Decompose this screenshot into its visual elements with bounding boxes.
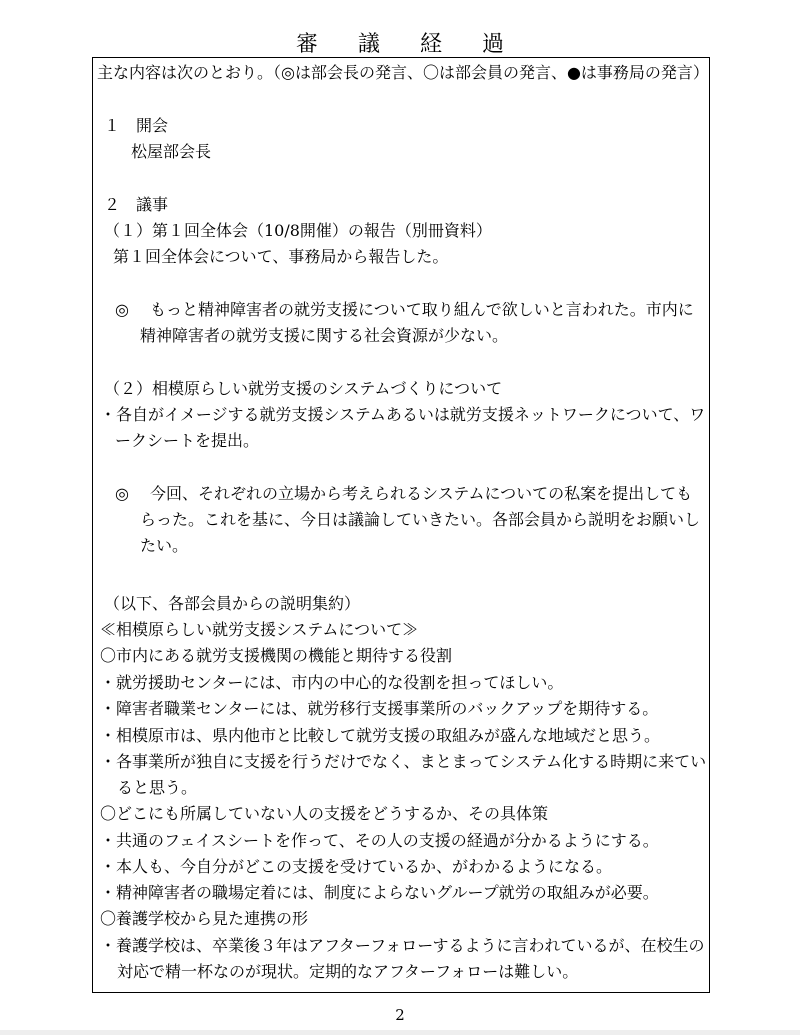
list-item: ・障害者職業センターには、就労移行支援事業所のバックアップを期待する。 <box>100 699 659 718</box>
agenda-item-1-heading: （１）第１回全体会（10/8開催）の報告（別冊資料） <box>104 221 492 240</box>
list-item: ・共通のフェイスシートを作って、その人の支援の経過が分かるようにする。 <box>100 831 659 850</box>
page-bottom-edge <box>0 1030 800 1035</box>
chair-remark-1: ◎ もっと精神障害者の就労支援について取り組んで欲しいと言われた。市内に <box>115 300 694 319</box>
topic-heading-3: 〇養護学校から見た連携の形 <box>100 909 309 928</box>
section-heading-agenda: ２ 議事 <box>104 195 169 214</box>
list-item: ・精神障害者の職場定着には、制度によらないグループ就労の取組みが必要。 <box>100 883 659 902</box>
chair-name: 松屋部会長 <box>131 142 212 161</box>
chair-remark-2-cont-2: たい。 <box>140 536 189 555</box>
list-item: ・本人も、今自分がどこの支援を受けているか、がわかるようになる。 <box>100 857 613 876</box>
list-item-cont: ると思う。 <box>117 778 198 797</box>
topic-heading-1: 〇市内にある就労支援機関の機能と期待する役割 <box>100 646 453 665</box>
agenda-item-1-text: 第１回全体会について、事務局から報告した。 <box>113 247 449 266</box>
summary-heading: ≪相模原らしい就労支援システムについて≫ <box>100 620 419 639</box>
list-item: ・各事業所が独自に支援を行うだけでなく、まとまってシステム化する時期に来てい <box>100 752 707 771</box>
list-item-cont: 対応で精一杯なのが現状。定期的なアフターフォローは難しい。 <box>117 962 579 981</box>
page-title: 審議経過 <box>295 32 544 57</box>
topic-heading-2: 〇どこにも所属していない人の支援をどうするか、その具体策 <box>100 804 549 823</box>
intro-text: 主な内容は次のとおり。（◎は部会長の発言、〇は部会員の発言、●は事務局の発言） <box>97 63 709 82</box>
chair-remark-2-cont-1: らった。これを基に、今日は議論していきたい。各部会員から説明をお願いし <box>140 510 701 529</box>
chair-remark-1-cont: 精神障害者の就労支援に関する社会資源が少ない。 <box>140 326 509 345</box>
chair-remark-2: ◎ 今回、それぞれの立場から考えられるシステムについての私案を提出しても <box>115 484 693 503</box>
summary-note: （以下、各部会員からの説明集約） <box>104 594 361 613</box>
bullet-worksheet: ・各自がイメージする就労支援システムあるいは就労支援ネットワークについて、ワ <box>100 405 706 424</box>
section-heading-opening: １ 開会 <box>104 116 169 135</box>
agenda-item-2-heading: （２）相模原らしい就労支援のシステムづくりについて <box>104 379 503 398</box>
bullet-worksheet-cont: ークシートを提出。 <box>115 431 260 450</box>
list-item: ・養護学校は、卒業後３年はアフターフォローするように言われているが、在校生の <box>100 936 705 955</box>
list-item: ・就労援助センターには、市内の中心的な役割を担ってほしい。 <box>100 673 564 692</box>
page-number: 2 <box>395 1006 405 1024</box>
list-item: ・相模原市は、県内他市と比較して就労支援の取組みが盛んな地域だと思う。 <box>100 726 661 745</box>
